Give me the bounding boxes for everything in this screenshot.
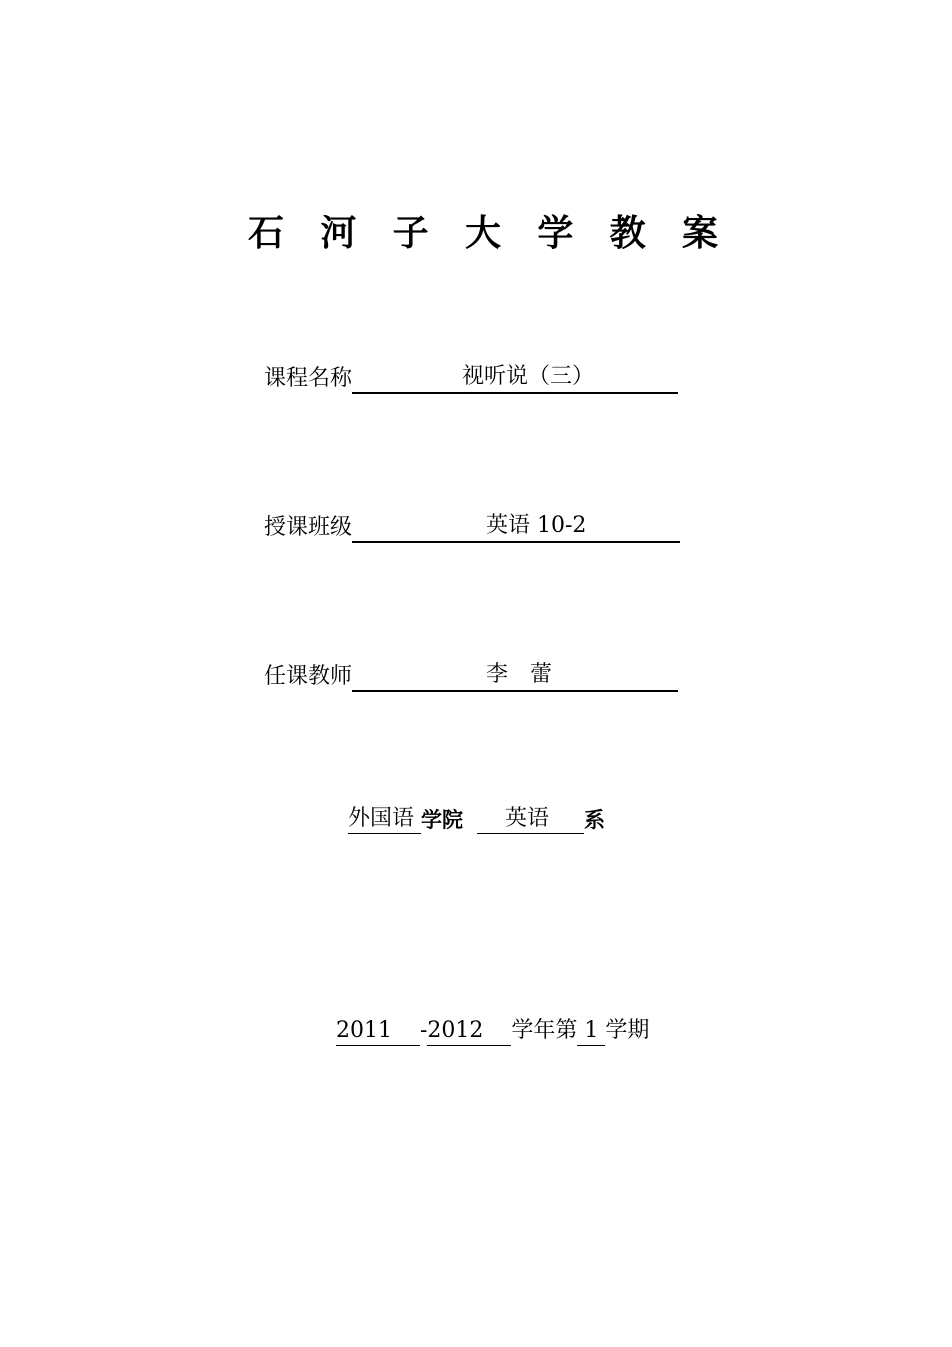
class-value: 英语 10-2 [486,513,587,538]
class-label: 授课班级 [264,515,353,540]
college-suffix: 学院 [421,808,464,832]
title-char: 教 [609,212,646,254]
course-name-field [264,360,678,394]
teacher-field [264,658,678,692]
end-year-text: 2012 [427,1018,484,1043]
title-char: 学 [537,212,574,254]
term-line [336,1012,649,1046]
title-char: 案 [681,212,718,254]
page-title [248,205,718,255]
teacher-underline [352,660,678,692]
teacher-label: 任课教师 [264,664,353,689]
course-name-underline [352,362,678,394]
end-year [427,1017,511,1046]
semester-number-text: 1 [584,1018,599,1043]
dept-name [477,805,584,834]
semester-number [577,1017,605,1046]
title-char: 河 [320,212,357,254]
title-char: 石 [248,212,285,254]
teacher-value: 李 蕾 [486,662,553,687]
year-suffix: 学年第 [511,1018,578,1043]
title-char: 子 [392,212,429,254]
dept-name-text: 英语 [505,806,550,831]
class-field [264,509,680,543]
title-char: 大 [464,212,501,254]
class-underline [352,511,680,543]
course-name-label: 课程名称 [264,366,353,391]
start-year [336,1017,420,1046]
course-name-value: 视听说（三） [462,364,595,389]
department-line [348,800,605,834]
start-year-text: 2011 [336,1018,392,1043]
year-separator: - [419,1018,428,1043]
semester-suffix: 学期 [605,1018,650,1043]
college-name-text: 外国语 [348,806,415,831]
college-name [348,805,421,834]
dept-suffix: 系 [583,808,605,832]
